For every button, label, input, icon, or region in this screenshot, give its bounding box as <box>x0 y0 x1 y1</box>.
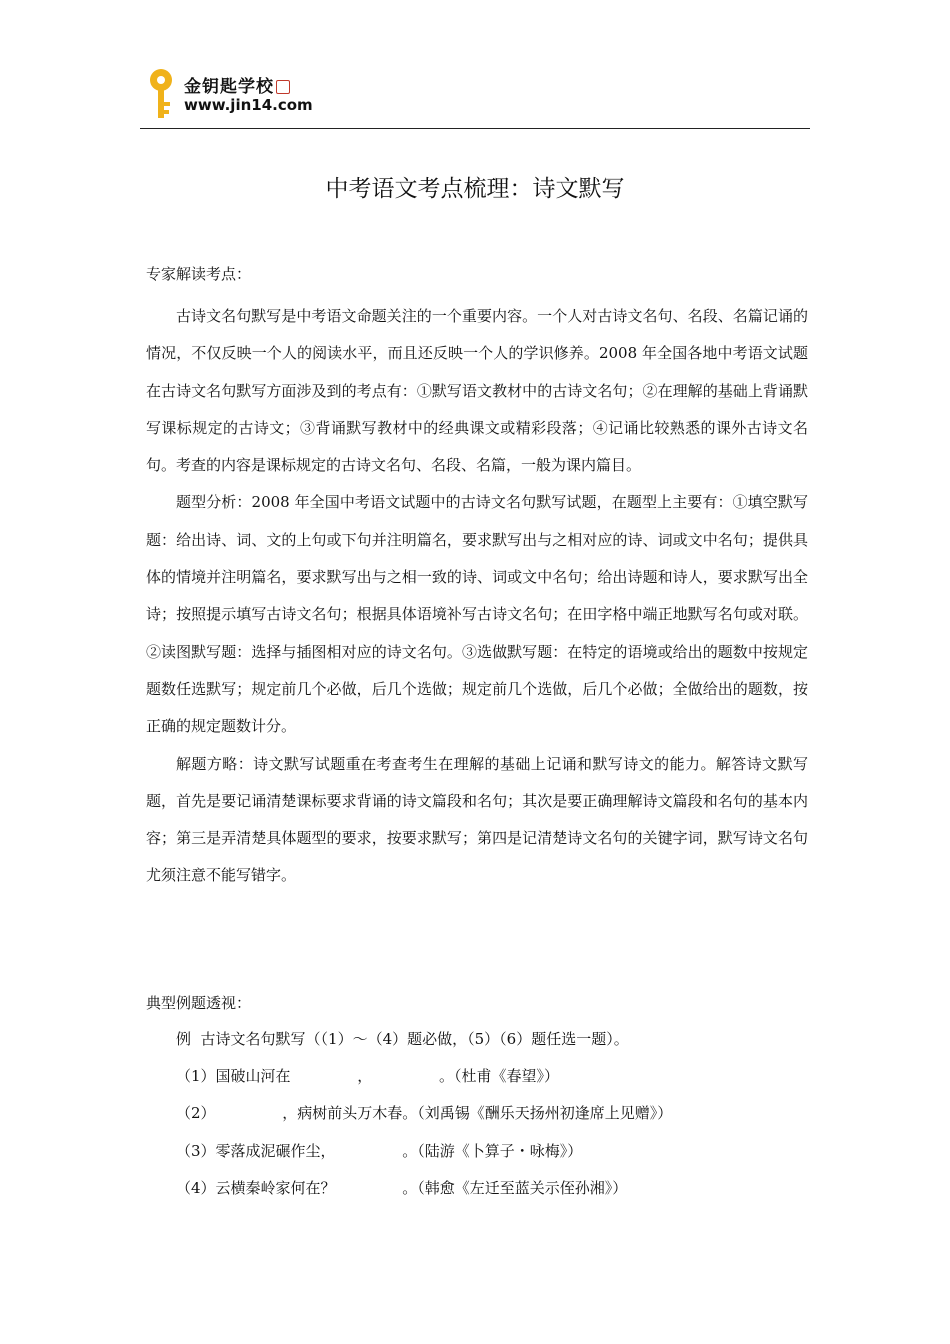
example-item-1: （1）国破山河在 ， 。（杜甫《春望》） <box>176 1067 560 1086</box>
example-item-4: （4）云横秦岭家何在？ 。（韩愈《左迁至蓝关示侄孙湘》） <box>176 1178 628 1197</box>
document-body <box>146 262 808 1207</box>
logo-text <box>184 72 290 97</box>
logo-name: 金钥匙学校 <box>184 77 274 97</box>
seal-icon <box>276 80 290 94</box>
paragraph-overview: 古诗文名句默写是中考语文命题关注的一个重要内容。一个人对古诗文名句、名段、名篇记诵的情况，不仅反映一个人的阅读水平，而且还反映一个人的学识修养。2008 年全国各地中考语文试题在古诗文名句默写方面涉及到的考点有：①默写语文教材中的古诗文名句；②在理解的基础上背诵默写课标规定的古诗文；③背诵默写教材中的经典课文或精彩段落；④记诵比较熟悉的课外古诗文名句。考查的内容是课标规定的古诗文名句、名段、名篇，一般为课内篇目。 <box>146 307 808 475</box>
example-item-2: （2） ，病树前头万木春。（刘禹锡《酬乐天扬州初逢席上见赠》） <box>176 1104 673 1123</box>
example-item-3: （3）零落成泥碾作尘， 。（陆游《卜算子・咏梅》） <box>176 1141 583 1160</box>
logo-url: www.jin14.com <box>184 96 313 114</box>
section-label-expert: 专家解读考点： <box>146 265 252 283</box>
key-logo-icon <box>144 68 178 120</box>
section-label-examples: 典型例题透视： <box>146 993 252 1012</box>
example-intro: 例 古诗文名句默写（（1）～（4）题必做，（5）（6）题任选一题）。 <box>176 1029 629 1048</box>
paragraph-question-types: 题型分析：2008 年全国中考语文试题中的古诗文名句默写试题，在题型上主要有：①填空默写题：给出诗、词、文的上句或下句并注明篇名，要求默写出与之相对应的诗、词或文中名句；提供具体的情境并注明篇名，要求默写出与之相一致的诗、词或文中名句；给出诗题和诗人，要求默写出全诗；按照提示填写古诗文名句；根据具体语境补写古诗文名句；在田字格中端正地默写名句或对联。②读图默写题：选择与插图相对应的诗文名句。③选做默写题：在特定的语境或给出的题数中按规定题数任选默写；规定前几个必做，后几个选做；规定前几个选做，后几个必做；全做给出的题数，按正确的规定题数计分。 <box>146 493 808 736</box>
paragraph-strategy: 解题方略：诗文默写试题重在考查考生在理解的基础上记诵和默写诗文的能力。解答诗文默写题，首先是要记诵清楚课标要求背诵的诗文篇段和名句；其次是要正确理解诗文篇段和名句的基本内容；第三是弄清楚具体题型的要求，按要求默写；第四是记清楚诗文名句的关键字词，默写诗文名句尤须注意不能写错字。 <box>146 754 808 885</box>
page-header <box>140 66 810 132</box>
document-title: 中考语文考点梳理：诗文默写 <box>325 176 625 202</box>
header-divider <box>140 128 810 129</box>
